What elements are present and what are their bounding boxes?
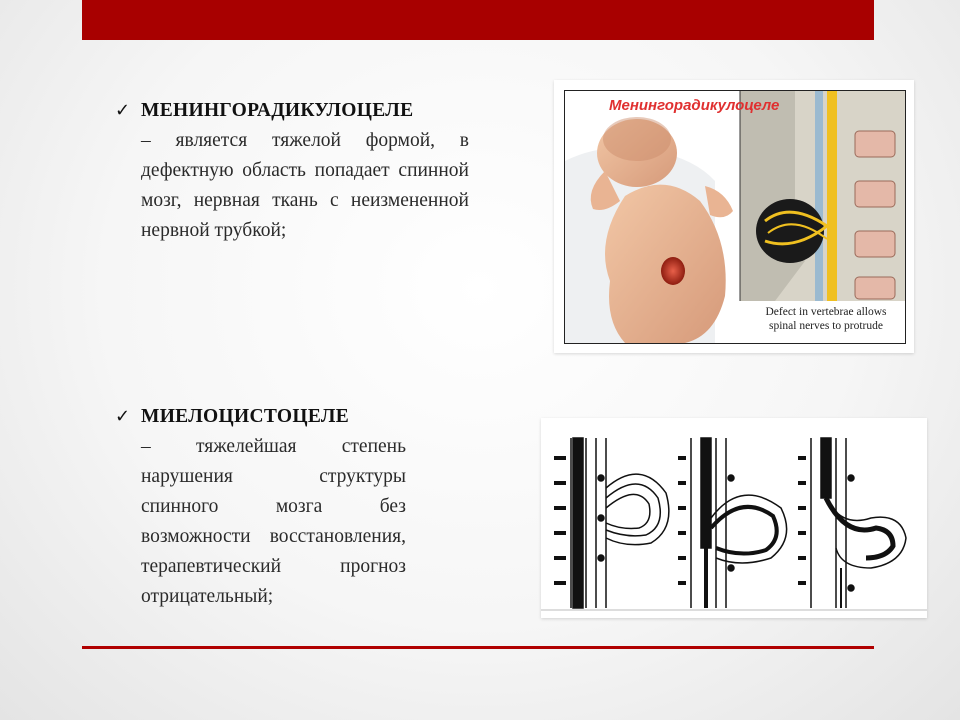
bottom-divider <box>82 646 874 649</box>
bullet-term: МИЕЛОЦИСТОЦЕЛЕ <box>141 406 350 427</box>
figure-note-line: Defect in vertebrae allows <box>765 306 887 318</box>
bullet-term: МЕНИНГОРАДИКУЛОЦЕЛЕ <box>141 100 414 121</box>
myelocystocele-diagram <box>541 418 927 618</box>
meningoradiculocele-figure <box>554 80 914 353</box>
checkmark-icon: ✓ <box>115 406 131 427</box>
figure-note-line: spinal nerves to protrude <box>768 320 883 332</box>
bullet-description: – является тяжелой формой, в дефектную область попадает спинной мозг, нервная ткань с неизмененной нервной трубкой; <box>141 130 469 241</box>
figure-caption: Менингорадикулоцеле <box>609 97 780 114</box>
bullet-description: – тяжелейшая степень нарушения структуры спинного мозга без возможности восстановления, терапевтический прогноз отрицательный; <box>141 436 406 607</box>
figure-frame <box>564 90 906 344</box>
checkmark-icon: ✓ <box>115 100 131 121</box>
spinal-stage-drawings <box>541 418 927 618</box>
bullet-myelocystocele <box>115 402 406 612</box>
top-accent-bar <box>82 0 874 40</box>
figure-note <box>751 305 901 333</box>
bullet-meningoradiculocele <box>115 96 469 246</box>
